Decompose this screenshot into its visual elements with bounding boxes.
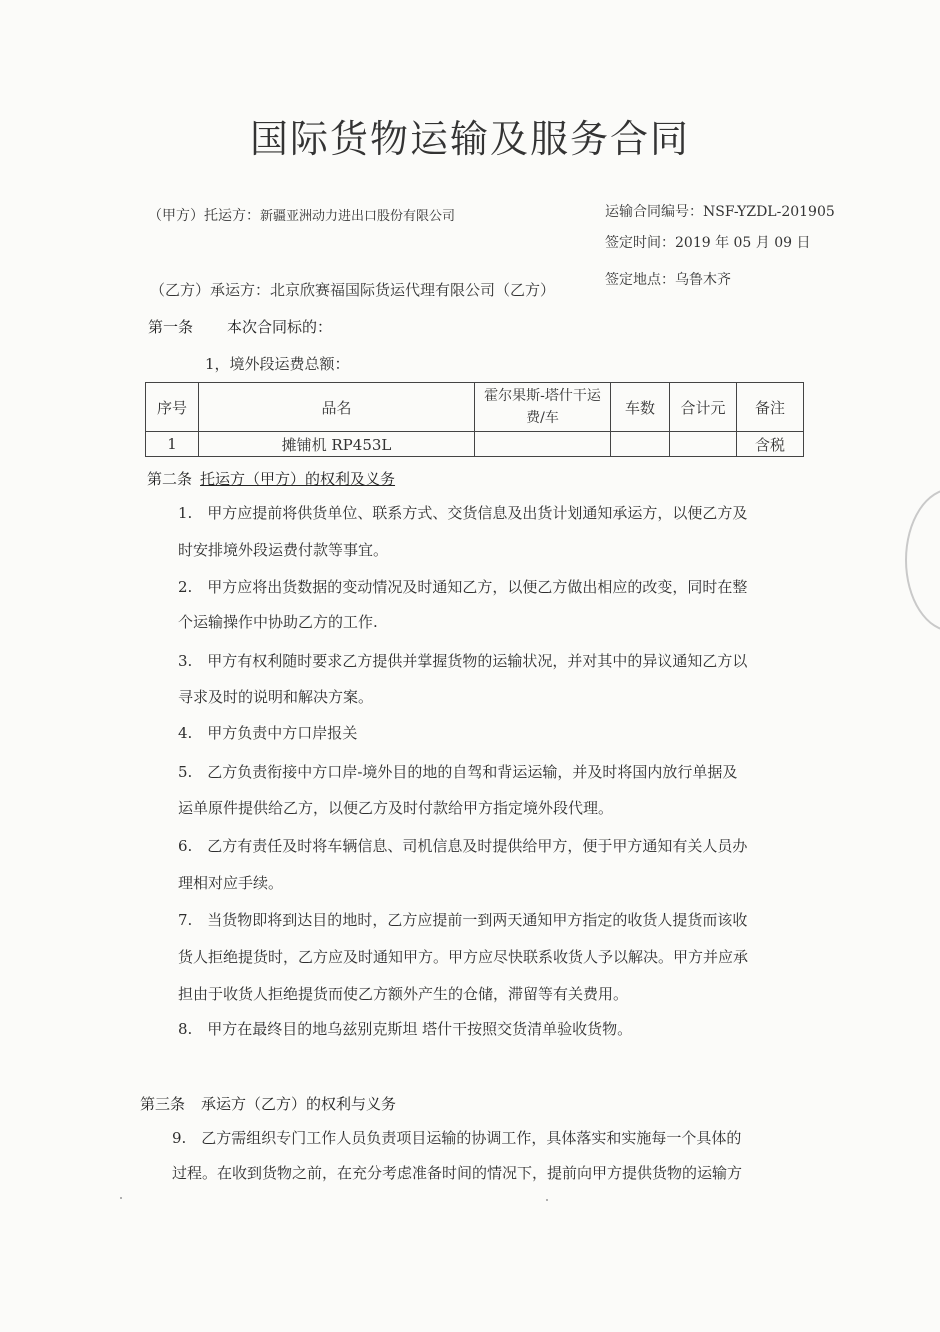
article-2-line: 8. 甲方在最终目的地乌兹别克斯坦 塔什干按照交货清单验收货物。 xyxy=(178,1020,633,1038)
article-3-heading xyxy=(140,1093,396,1114)
table-cell: 摊铺机 RP453L xyxy=(199,432,475,457)
table-header-cell: 备注 xyxy=(737,383,804,432)
article-2-line: 时安排境外段运费付款等事宜。 xyxy=(178,541,389,559)
contract-number: 运输合同编号：NSF-YZDL-201905 xyxy=(605,204,835,220)
table-header-cell: 序号 xyxy=(146,383,199,432)
table-header-cell: 霍尔果斯-塔什干运费/车 xyxy=(475,383,611,432)
sign-place: 签定地点：乌鲁木齐 xyxy=(605,272,731,288)
scan-speck xyxy=(120,1197,122,1199)
article-3-number: 第三条 xyxy=(140,1095,186,1113)
scan-speck xyxy=(546,1199,548,1201)
article-2-number: 第二条 xyxy=(147,470,193,488)
table-header-cell: 品名 xyxy=(199,383,475,432)
party-a-name: 新疆亚洲动力进出口股份有限公司 xyxy=(260,209,456,224)
table-header-row xyxy=(146,383,804,432)
table-header-cell: 车数 xyxy=(611,383,670,432)
article-2-heading xyxy=(147,468,395,489)
party-b-line: （乙方）承运方：北京欣赛福国际货运代理有限公司（乙方） xyxy=(150,281,556,299)
article-2-line: 寻求及时的说明和解决方案。 xyxy=(178,688,374,706)
table-cell: 含税 xyxy=(737,432,804,457)
party-a-label: （甲方）托运方： xyxy=(148,208,260,224)
table-row xyxy=(146,432,804,457)
document-title: 国际货物运输及服务合同 xyxy=(249,117,690,161)
article-2-line: 运单原件提供给乙方，以便乙方及时付款给甲方指定境外段代理。 xyxy=(178,799,614,817)
article-2-line: 担由于收货人拒绝提货而使乙方额外产生的仓储，滞留等有关费用。 xyxy=(178,985,629,1003)
table-cell xyxy=(611,432,670,457)
article-2-line: 2. 甲方应将出货数据的变动情况及时通知乙方，以便乙方做出相应的改变，同时在整 xyxy=(178,578,748,596)
article-3-line: 过程。在收到货物之前，在充分考虑准备时间的情况下，提前向甲方提供货物的运输方 xyxy=(172,1164,743,1182)
article-2-line: 3. 甲方有权利随时要求乙方提供并掌握货物的运输状况，并对其中的异议通知乙方以 xyxy=(178,652,748,670)
article-3-line: 9. 乙方需组织专门工作人员负责项目运输的协调工作，具体落实和实施每一个具体的 xyxy=(172,1129,742,1147)
table-cell: 1 xyxy=(146,432,199,457)
partial-seal-stamp xyxy=(905,488,940,632)
article-1-number: 第一条 xyxy=(148,318,194,336)
article-2-line: 个运输操作中协助乙方的工作. xyxy=(178,613,378,631)
sign-date: 签定时间：2019 年 05 月 09 日 xyxy=(605,235,811,251)
table-cell xyxy=(670,432,737,457)
article-1-heading xyxy=(148,316,332,337)
article-2-line: 5. 乙方负责衔接中方口岸-境外目的地的自驾和背运运输，并及时将国内放行单据及 xyxy=(178,763,738,781)
article-2-line: 4. 甲方负责中方口岸报关 xyxy=(178,724,358,742)
article-2-line: 1. 甲方应提前将供货单位、联系方式、交货信息及出货计划通知承运方，以便乙方及 xyxy=(178,504,748,522)
table-header-cell: 合计元 xyxy=(670,383,737,432)
article-2-title: 托运方（甲方）的权利及义务 xyxy=(200,470,396,488)
article-2-line: 货人拒绝提货时，乙方应及时通知甲方。甲方应尽快联系收货人予以解决。甲方并应承 xyxy=(178,948,749,966)
table-cell xyxy=(475,432,611,457)
article-1-subitem: 1，境外段运费总额： xyxy=(205,355,350,373)
party-a-line xyxy=(148,205,455,225)
article-2-line: 7. 当货物即将到达目的地时，乙方应提前一到两天通知甲方指定的收货人提货而该收 xyxy=(178,911,748,929)
article-2-line: 6. 乙方有责任及时将车辆信息、司机信息及时提供给甲方，便于甲方通知有关人员办 xyxy=(178,837,748,855)
freight-fee-table xyxy=(145,382,804,457)
article-2-line: 理相对应手续。 xyxy=(178,874,284,892)
article-1-title: 本次合同标的： xyxy=(227,318,333,336)
article-3-title: 承运方（乙方）的权利与义务 xyxy=(201,1095,397,1113)
